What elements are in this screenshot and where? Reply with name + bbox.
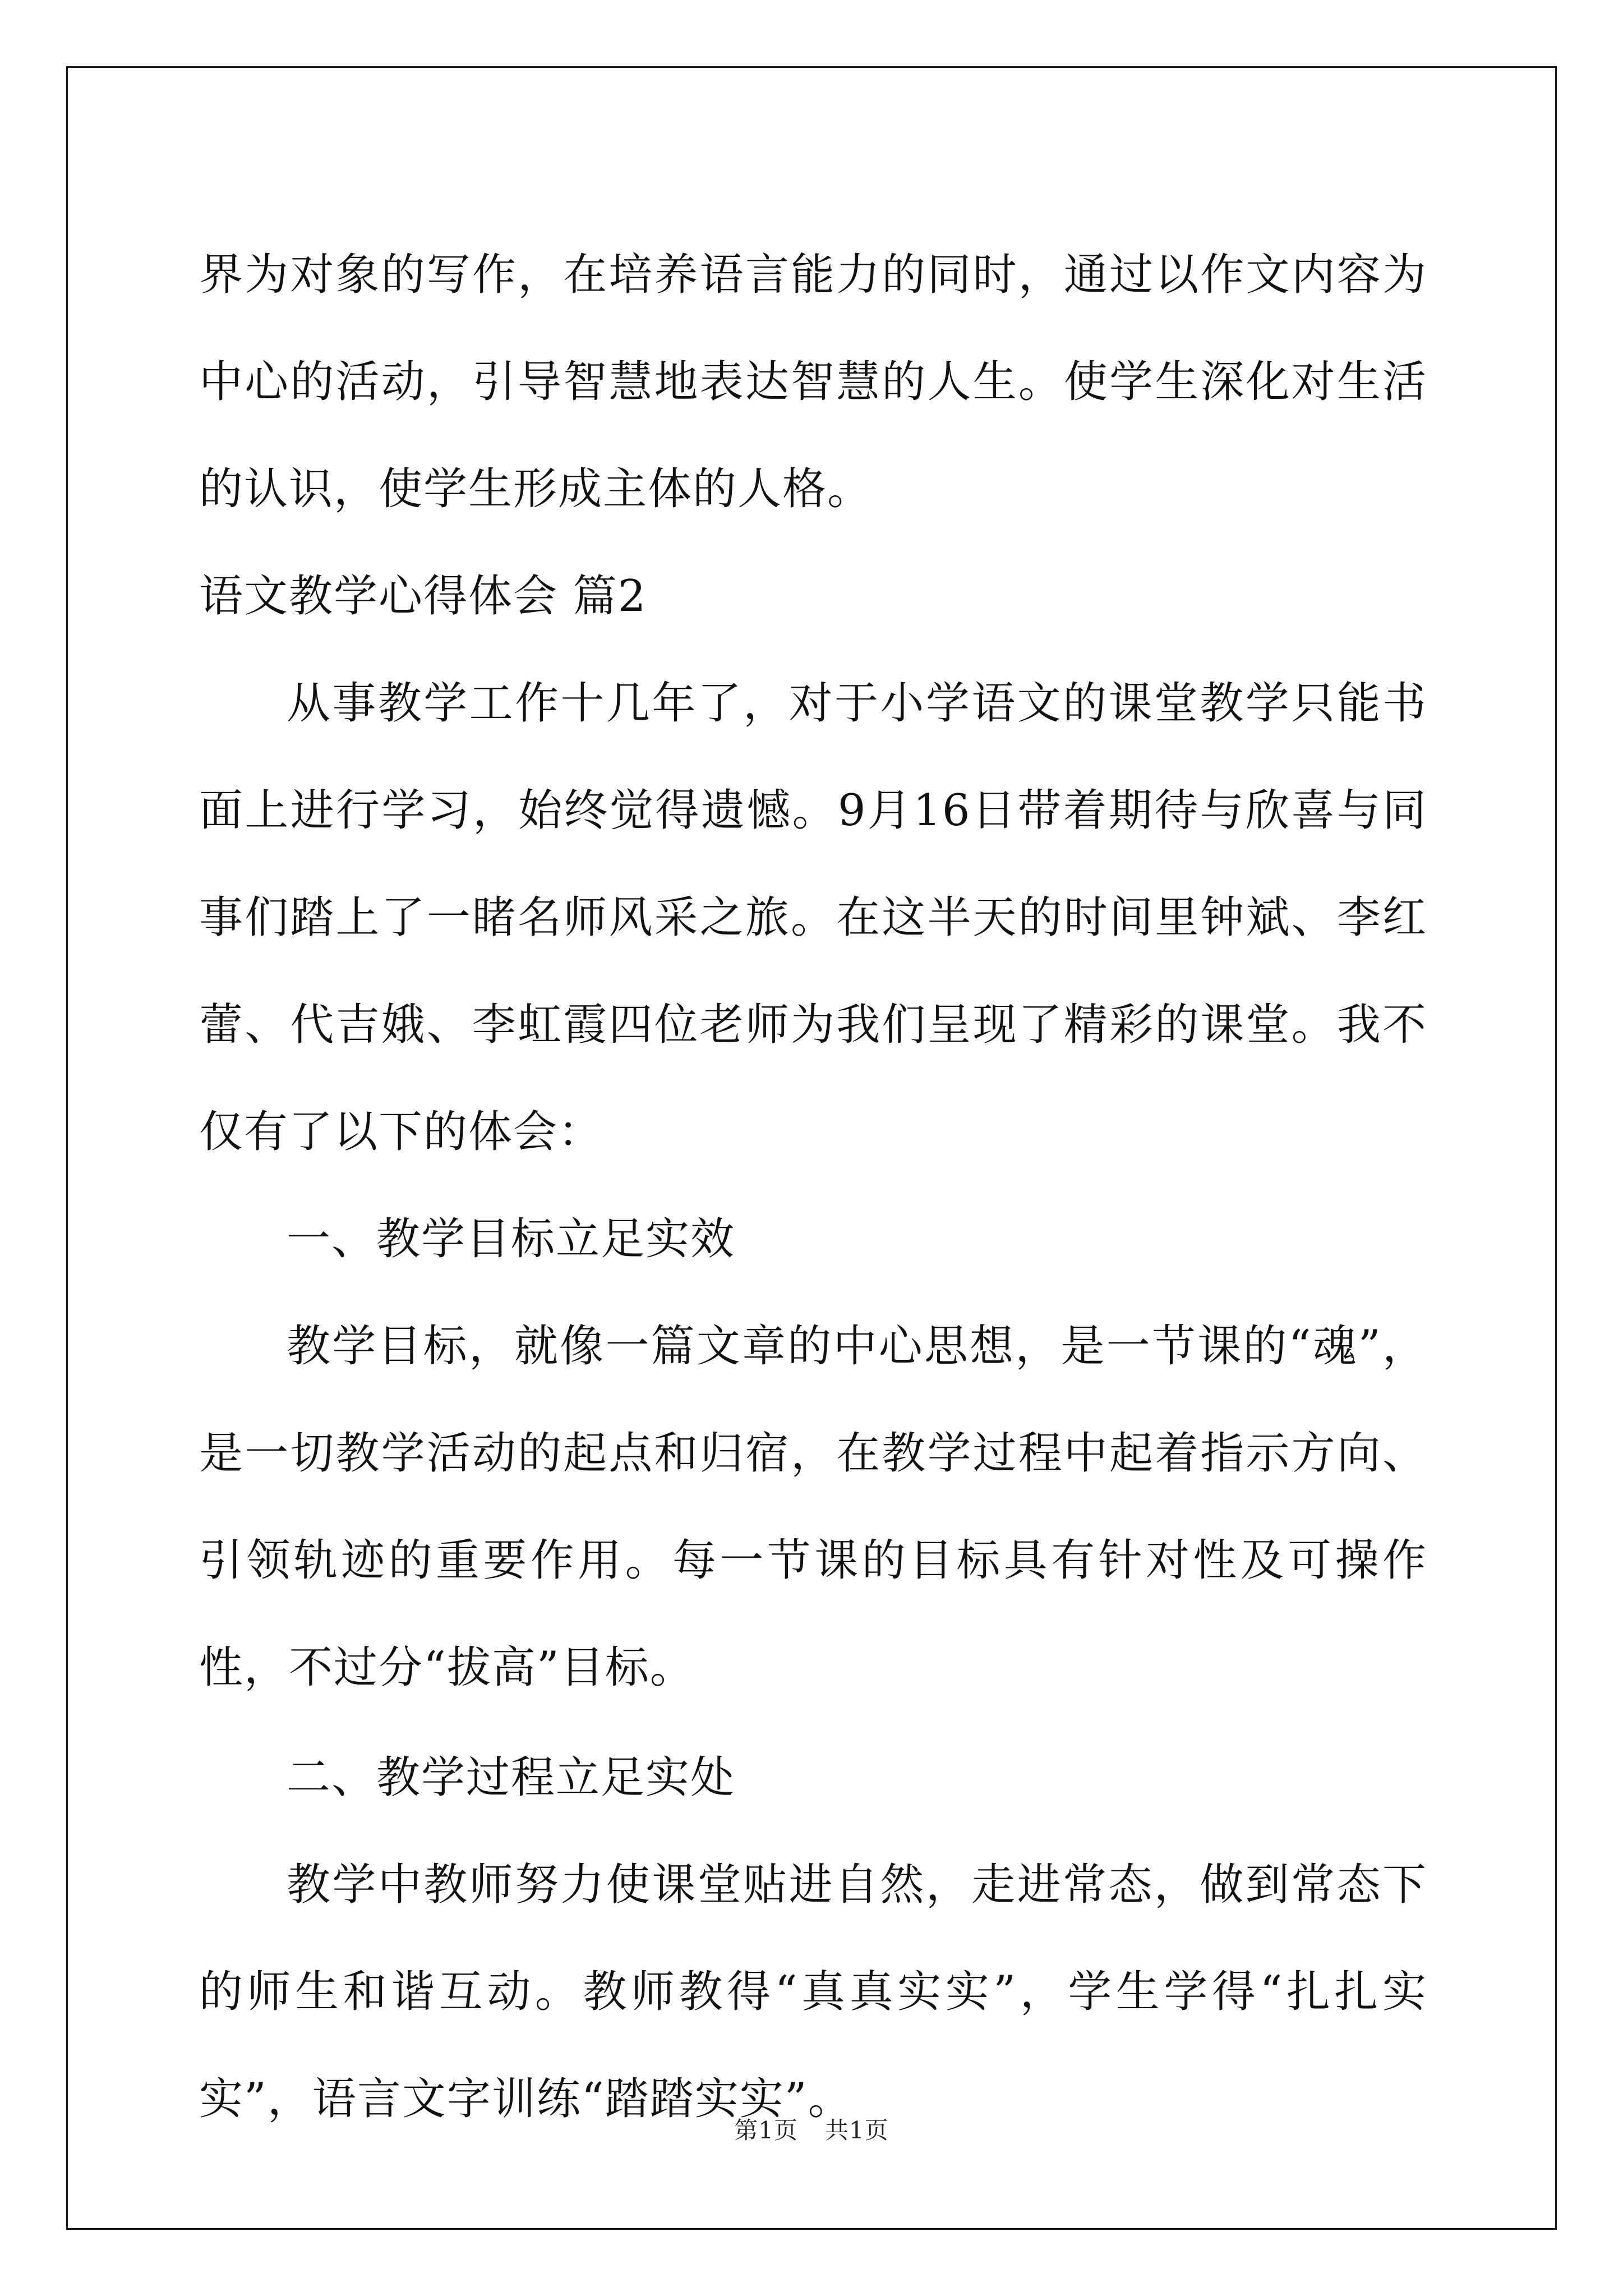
subheading-teaching-goals: 一、教学目标立足实效 bbox=[287, 1214, 736, 1264]
subheading-teaching-process: 二、教学过程立足实处 bbox=[287, 1752, 736, 1803]
page-total: 共1页 bbox=[825, 2116, 889, 2144]
paragraph-intro: 从事教学工作十几年了，对于小学语文的课堂教学只能书面上进行学习，始终觉得遗憾。9月16日带着期待与欣喜与同事们踏上了一睹名师风采之旅。在这半天的时间里钟斌、李红蕾、代吉娥、李虹霞四位老师为我们呈现了精彩的课堂。我不仅有了以下的体会： bbox=[199, 678, 1427, 1157]
paragraph-continuation: 界为对象的写作，在培养语言能力的同时，通过以作文内容为中心的活动，引导智慧地表达智慧的人生。使学生深化对生活的认识，使学生形成主体的人格。 bbox=[199, 250, 1427, 514]
paragraph-teaching-process: 教学中教师努力使课堂贴进自然，走进常态，做到常态下的师生和谐互动。教师教得“真真实实”，学生学得“扎扎实实”，语言文字训练“踏踏实实”。 bbox=[199, 1860, 1427, 2124]
document-body bbox=[199, 222, 1427, 2153]
section-heading: 语文教学心得体会 篇2 bbox=[199, 571, 647, 622]
page-footer bbox=[0, 2112, 1623, 2146]
paragraph-teaching-goals: 教学目标，就像一篇文章的中心思想，是一节课的“魂”，是一切教学活动的起点和归宿，在教学过程中起着指示方向、引领轨迹的重要作用。每一节课的目标具有针对性及可操作性，不过分“拔高”目标。 bbox=[199, 1321, 1427, 1693]
page-number: 第1页 bbox=[734, 2116, 798, 2144]
